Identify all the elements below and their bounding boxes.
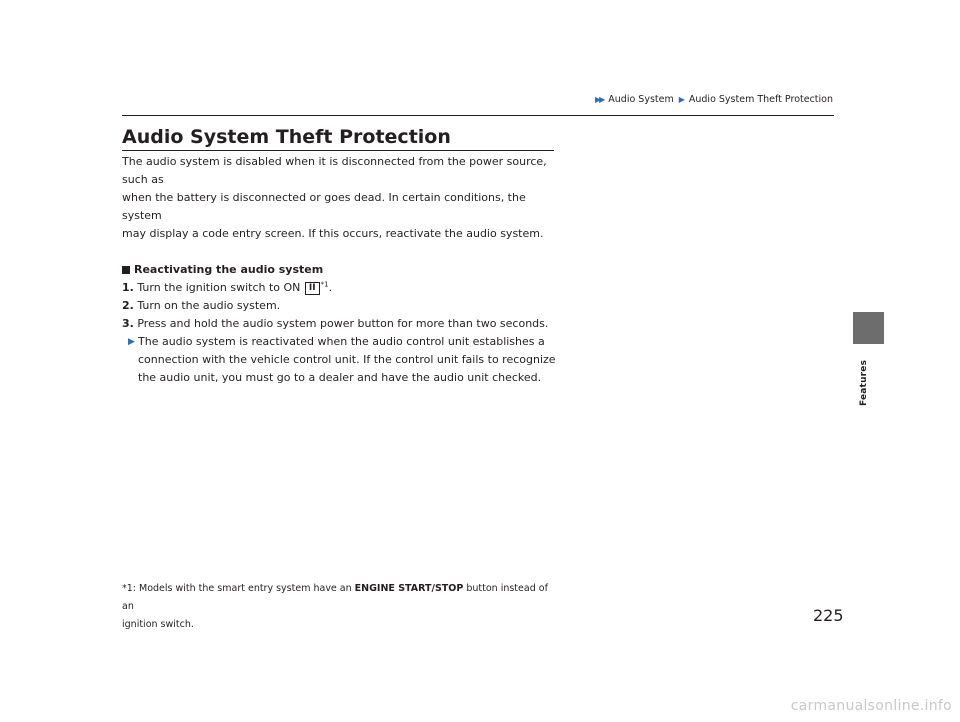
ignition-key-icon: II: [305, 282, 320, 295]
step-item: [122, 279, 562, 297]
intro-paragraph: [122, 153, 562, 243]
footnote-button-name: ENGINE START/STOP: [354, 583, 464, 594]
step-number: 3.: [122, 317, 134, 330]
breadcrumb-item[interactable]: Audio System: [608, 94, 674, 105]
intro-line: may display a code entry screen. If this occurs, reactivate the audio system.: [122, 227, 544, 240]
footnote-text: ignition switch.: [122, 619, 194, 630]
step-text: Turn the ignition switch to ON: [137, 281, 304, 294]
step-number: 1.: [122, 281, 134, 294]
result-line: the audio unit, you must go to a dealer and have the audio unit checked.: [138, 371, 542, 384]
arrow-icon: ▶: [678, 95, 685, 104]
step-item: [122, 315, 562, 333]
side-section-label: [855, 352, 881, 412]
watermark: carmanualsonline.info: [790, 698, 952, 714]
step-number: 2.: [122, 299, 134, 312]
subheading: [122, 261, 562, 279]
section-tab-marker: [853, 312, 884, 344]
square-bullet-icon: [122, 266, 130, 274]
header-divider: [122, 115, 834, 116]
breadcrumb-item[interactable]: Audio System Theft Protection: [688, 94, 833, 105]
page-number: 225: [813, 606, 844, 625]
result-arrow-icon: ▶: [128, 337, 135, 347]
result-line: connection with the vehicle control unit. If the control unit fails to recognize: [138, 353, 556, 366]
section-body: [122, 153, 562, 387]
breadcrumb: [595, 94, 833, 105]
footnote-text: button instead of an: [122, 583, 548, 612]
step-text-end: .: [328, 281, 333, 294]
footnote-ref[interactable]: *1: [320, 280, 329, 289]
section-title: Audio System Theft Protection: [122, 126, 451, 148]
result-line: The audio system is reactivated when the audio control unit establishes a: [138, 335, 545, 348]
subheading-text: Reactivating the audio system: [134, 263, 324, 276]
title-divider: [122, 150, 554, 151]
intro-line: when the battery is disconnected or goes dead. In certain conditions, the system: [122, 191, 526, 222]
step-item: [122, 297, 562, 315]
footnote-text: *1: Models with the smart entry system have an: [122, 583, 355, 594]
step-result: [122, 333, 562, 387]
intro-line: The audio system is disabled when it is disconnected from the power source, such as: [122, 155, 547, 186]
double-arrow-icon: ▶▶: [594, 95, 604, 104]
side-section-label-text: Features: [859, 359, 869, 406]
step-text: Press and hold the audio system power button for more than two seconds.: [137, 317, 549, 330]
step-text: Turn on the audio system.: [137, 299, 281, 312]
footnote: [122, 580, 562, 634]
